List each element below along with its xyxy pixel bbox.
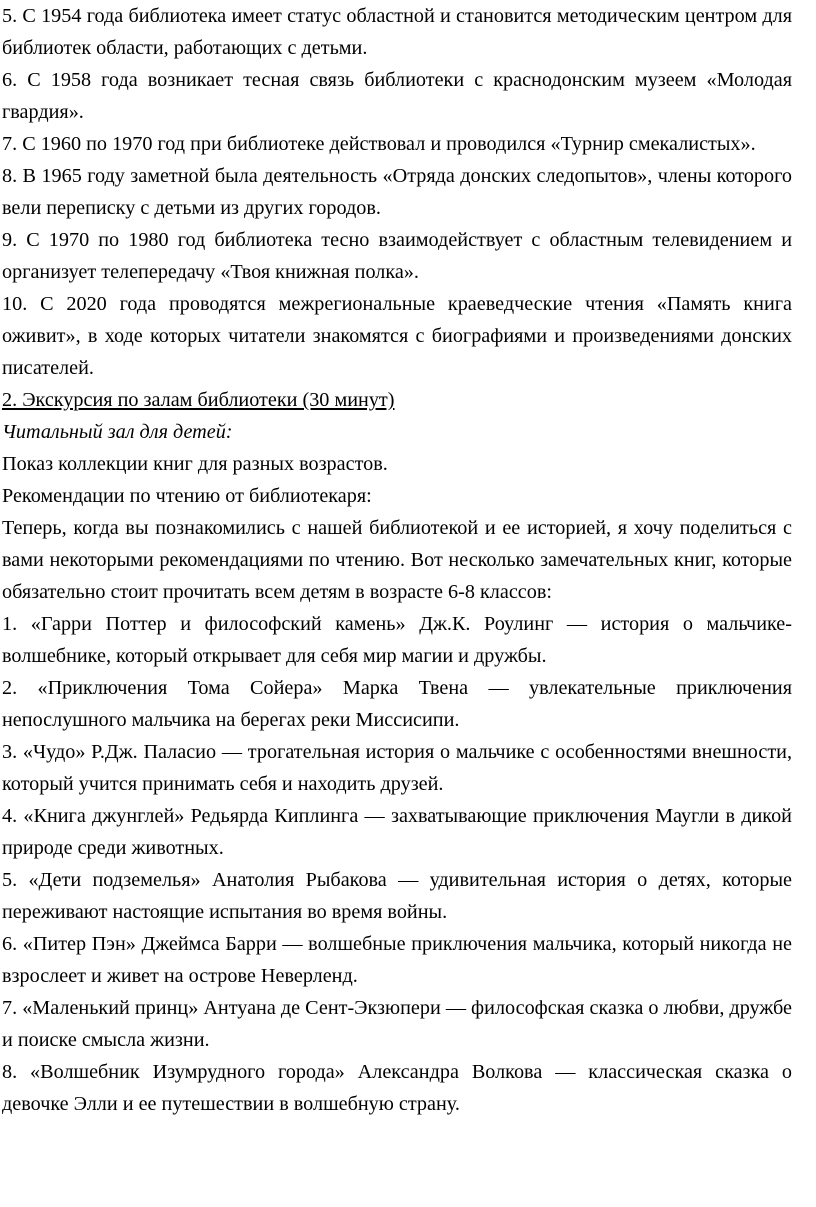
book-item: 7. «Маленький принц» Антуана де Сент-Экзюпери — философская сказка о любви, дружбе и поиске смысла жизни. (2, 997, 792, 1051)
collection-text: Показ коллекции книг для разных возрастов. (2, 453, 388, 475)
hall-label: Читальный зал для детей: (2, 421, 233, 443)
book-item: 8. «Волшебник Изумрудного города» Александра Волкова — классическая сказка о девочке Элли и ее путешествии в волшебную страну. (2, 1061, 792, 1115)
intro-text: Теперь, когда вы познакомились с нашей библиотекой и ее историей, я хочу поделиться с вами некоторыми рекомендациями по чтению. Вот несколько замечательных книг, которые обязательно стоит прочитать всем детям в возрасте 6-8 классов: (2, 517, 792, 603)
history-item: 10. С 2020 года проводятся межрегиональные краеведческие чтения «Память книга оживит», в ходе которых читатели знакомятся с биографиями и произведениями донских писателей. (2, 293, 792, 379)
section-title: 2. Экскурсия по залам библиотеки (30 минут) (2, 389, 395, 411)
recommendations-label: Рекомендации по чтению от библиотекаря: (2, 485, 372, 507)
history-item: 7. С 1960 по 1970 год при библиотеке действовал и проводился «Турнир смекалистых». (2, 133, 756, 155)
history-item: 5. С 1954 года библиотека имеет статус областной и становится методическим центром для библиотек области, работающих с детьми. (2, 5, 792, 59)
book-item: 6. «Питер Пэн» Джеймса Барри — волшебные приключения мальчика, который никогда не взрослеет и живет на острове Неверленд. (2, 933, 792, 987)
history-item: 9. С 1970 по 1980 год библиотека тесно взаимодействует с областным телевидением и организует телепередачу «Твоя книжная полка». (2, 229, 792, 283)
history-item: 8. В 1965 году заметной была деятельность «Отряда донских следопытов», члены которого вели переписку с детьми из других городов. (2, 165, 792, 219)
book-item: 3. «Чудо» Р.Дж. Паласио — трогательная история о мальчике с особенностями внешности, который учится принимать себя и находить друзей. (2, 741, 792, 795)
book-item: 4. «Книга джунглей» Редьярда Киплинга — захватывающие приключения Маугли в дикой природе среди животных. (2, 805, 792, 859)
section-heading (2, 384, 792, 416)
book-item: 2. «Приключения Тома Сойера» Марка Твена — увлекательные приключения непослушного мальчика на берегах реки Миссисипи. (2, 677, 792, 731)
history-item: 6. С 1958 года возникает тесная связь библиотеки с краснодонским музеем «Молодая гвардия». (2, 69, 792, 123)
book-item: 1. «Гарри Поттер и философский камень» Дж.К. Роулинг — история о мальчике-волшебнике, который открывает для себя мир магии и дружбы. (2, 613, 792, 667)
book-item: 5. «Дети подземелья» Анатолия Рыбакова — удивительная история о детях, которые переживают настоящие испытания во время войны. (2, 869, 792, 923)
